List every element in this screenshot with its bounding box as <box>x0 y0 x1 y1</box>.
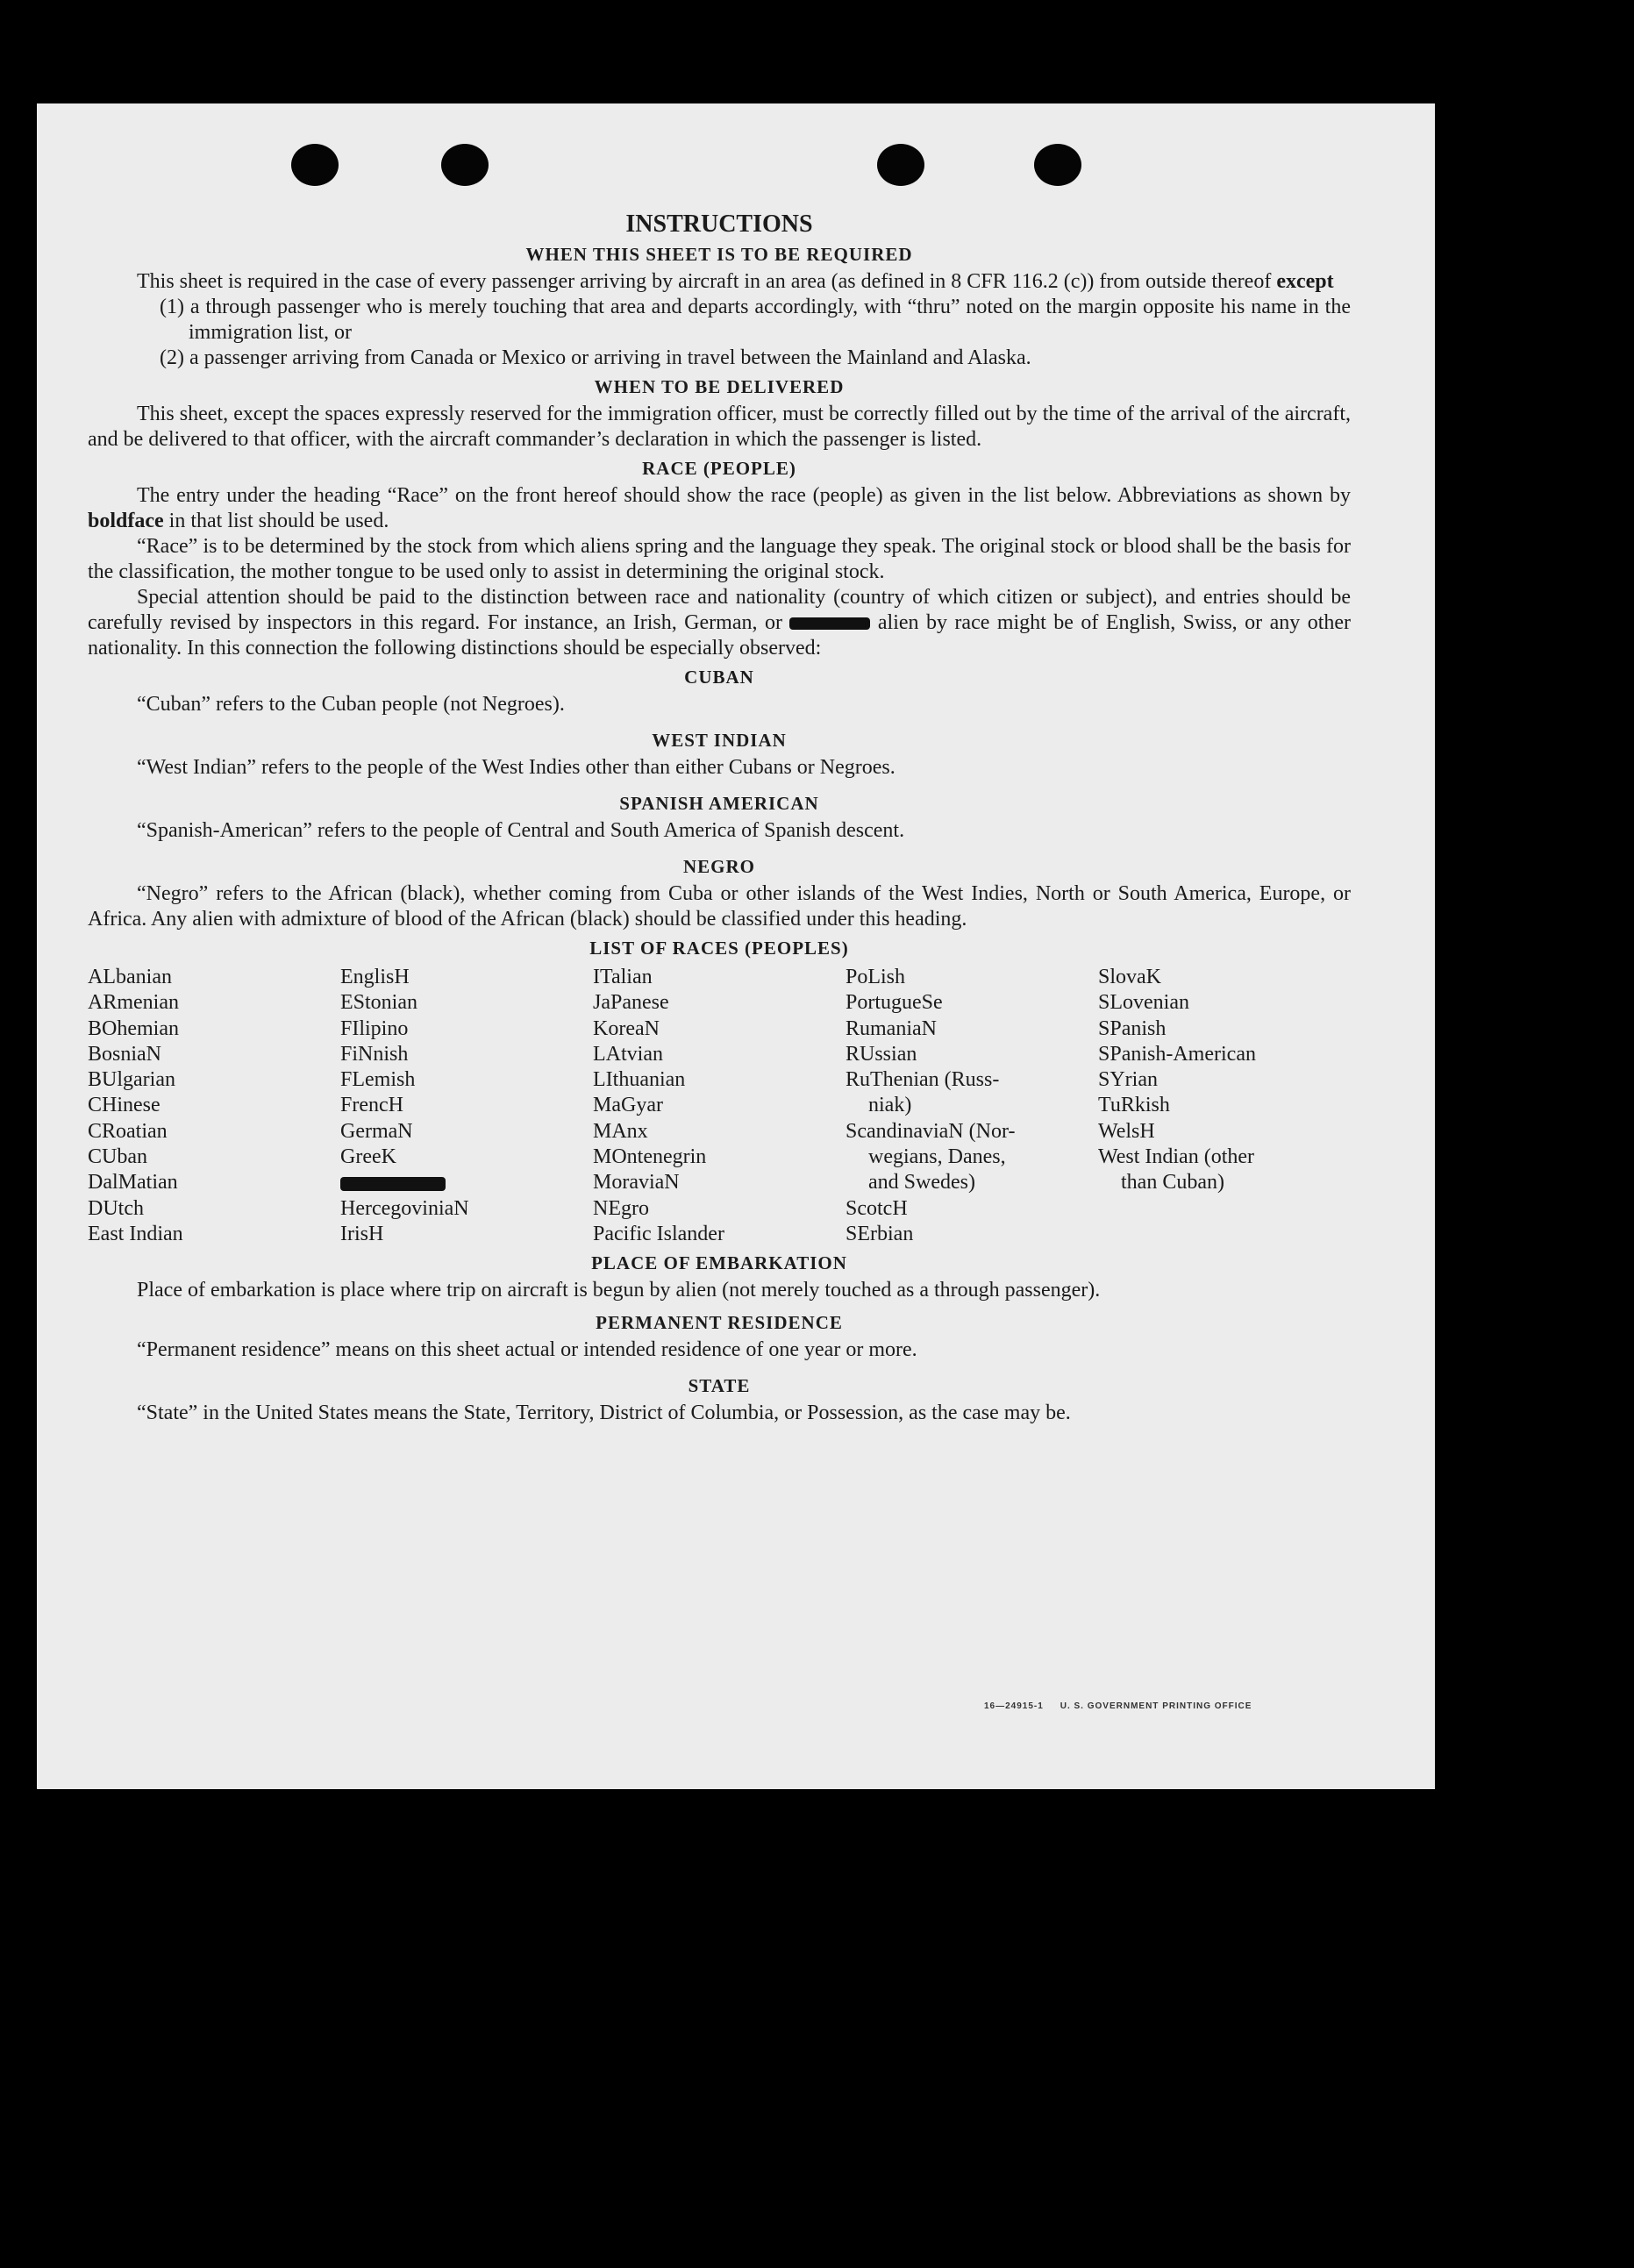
negro-text: “Negro” refers to the African (black), whether coming from Cuba or other islands of the West Indies, North or South America, Europe, or Africa. Any alien with admixture of blood of the African (black) should be classified under this heading. <box>88 882 1351 931</box>
race-item: SPanish-American <box>1098 1042 1256 1066</box>
race-item: FLemish <box>340 1068 416 1092</box>
race-item: RuThenian (Russ- <box>846 1068 1000 1092</box>
race-item: EnglisH <box>340 966 410 988</box>
punch-hole <box>441 144 489 186</box>
race-item: West Indian (other <box>1098 1145 1255 1169</box>
heading-cuban: CUBAN <box>684 667 754 688</box>
state-text: “State” in the United States means the State, Territory, District of Columbia, or Possession, as the case may be. <box>137 1401 1071 1425</box>
race-paragraph-2: “Race” is to be determined by the stock from which aliens spring and the language they speak. The original stock or blood shall be the basis for the classification, the mother tongue to be used only to assist in determining the original stock. <box>88 535 1351 583</box>
race-item: JaPanese <box>593 991 669 1015</box>
race-item: SErbian <box>846 1222 914 1245</box>
race-item: CUban <box>88 1145 147 1169</box>
race-item: SPanish <box>1098 1016 1167 1040</box>
redaction-mark <box>340 1177 446 1191</box>
printer-imprint <box>984 1701 1252 1711</box>
when-delivered-text: This sheet, except the spaces expressly reserved for the immigration officer, must be correctly filled out by the time of the arrival of the aircraft, and be delivered to that officer, with the aircraft commander’s declaration in which the passenger is listed. <box>88 403 1351 451</box>
race-item: FIlipino <box>340 1016 409 1040</box>
race-item: BOhemian <box>88 1016 179 1040</box>
heading-when-required: WHEN THIS SHEET IS TO BE REQUIRED <box>525 244 913 265</box>
heading-list-of-races: LIST OF RACES (PEOPLES) <box>589 938 849 959</box>
race-column-5 <box>1098 965 1351 1247</box>
race-item: DUtch <box>88 1196 144 1220</box>
instruction-sheet <box>37 103 1435 1789</box>
heading-spanish-american: SPANISH AMERICAN <box>619 793 819 814</box>
race-item: ScandinaviaN (Nor- <box>846 1119 1016 1143</box>
exception-2: (2) a passenger arriving from Canada or Mexico or arriving in travel between the Mainland and Alaska. <box>160 346 1031 369</box>
race-item: BUlgarian <box>88 1068 175 1092</box>
cuban-text: “Cuban” refers to the Cuban people (not Negroes). <box>137 693 565 716</box>
race-item-redacted <box>340 1170 593 1195</box>
page-title: INSTRUCTIONS <box>625 210 813 238</box>
race-item: KoreaN <box>593 1016 660 1040</box>
race-item: TuRkish <box>1098 1094 1170 1117</box>
sheet-content <box>88 210 1351 1426</box>
race-column-4 <box>846 965 1098 1247</box>
race-item: SlovaK <box>1098 966 1161 988</box>
punch-hole <box>291 144 339 186</box>
west-indian-text: “West Indian” refers to the people of the West Indies other than either Cubans or Negroes. <box>137 756 895 779</box>
race-item: FrencH <box>340 1094 403 1117</box>
race-item: GermaN <box>340 1119 413 1143</box>
race-column-3 <box>593 965 846 1247</box>
race-item: Pacific Islander <box>593 1222 724 1245</box>
race-item: LAtvian <box>593 1042 663 1066</box>
race-column-2 <box>340 965 593 1247</box>
race-paragraph-3: Special attention should be paid to the distinction between race and nationality (country of which citizen or subject), and entries should be carefully revised by inspectors in this regard. For instance, an Irish, German, or alien by race might be of English, Swiss, or any other nationality. In this connection the following distinctions should be especially observed: <box>88 586 1352 660</box>
heading-embarkation: PLACE OF EMBARKATION <box>591 1252 847 1274</box>
race-item: East Indian <box>88 1222 183 1245</box>
race-item: SYrian <box>1098 1068 1158 1092</box>
race-item: BosniaN <box>88 1042 161 1066</box>
race-list <box>88 965 1351 1247</box>
race-item: MAnx <box>593 1119 648 1143</box>
race-item: WelsH <box>1098 1119 1155 1143</box>
race-item: PortugueSe <box>846 991 943 1015</box>
race-item: GreeK <box>340 1145 396 1169</box>
punch-hole <box>877 144 924 186</box>
redaction-mark <box>789 617 870 630</box>
race-item: CHinese <box>88 1094 161 1117</box>
race-item: NEgro <box>593 1196 649 1220</box>
race-paragraph-1: The entry under the heading “Race” on the front hereof should show the race (people) as given in the list below. Abbreviations as shown by boldface in that list should be used. <box>88 484 1351 532</box>
race-item: ScotcH <box>846 1196 908 1220</box>
race-item: HercegoviniaN <box>340 1196 469 1220</box>
heading-west-indian: WEST INDIAN <box>652 730 787 751</box>
race-item: ALbanian <box>88 966 172 988</box>
race-item: MOntenegrin <box>593 1145 707 1169</box>
race-item: and Swedes) <box>868 1171 975 1195</box>
heading-residence: PERMANENT RESIDENCE <box>596 1312 843 1334</box>
race-item: LIthuanian <box>593 1068 686 1092</box>
race-item: niak) <box>868 1094 912 1117</box>
race-item: IrisH <box>340 1222 384 1245</box>
race-item: DalMatian <box>88 1171 178 1195</box>
race-item: FiNnish <box>340 1042 409 1066</box>
when-required-intro: This sheet is required in the case of every passenger arriving by aircraft in an area (as defined in 8 CFR 116.2 (c)) from outside thereof except <box>137 270 1334 293</box>
embarkation-text: Place of embarkation is place where trip on aircraft is begun by alien (not merely touched as a through passenger). <box>137 1279 1101 1302</box>
heading-state: STATE <box>688 1375 751 1397</box>
race-item: RUssian <box>846 1042 917 1066</box>
race-item: ITalian <box>593 966 653 988</box>
race-item: CRoatian <box>88 1119 168 1143</box>
race-item: than Cuban) <box>1121 1171 1224 1195</box>
spanish-american-text: “Spanish-American” refers to the people of Central and South America of Spanish descent. <box>137 819 905 842</box>
race-item: PoLish <box>846 966 906 988</box>
punch-hole <box>1034 144 1081 186</box>
race-item: MaGyar <box>593 1094 663 1117</box>
race-item: ARmenian <box>88 991 179 1015</box>
race-item: MoraviaN <box>593 1171 680 1195</box>
race-item: RumaniaN <box>846 1016 937 1040</box>
heading-negro: NEGRO <box>682 856 755 877</box>
exception-1: (1) a through passenger who is merely touching that area and departs accordingly, with “thru” noted on the margin opposite his name in the immigration list, or <box>160 296 1351 344</box>
heading-when-delivered: WHEN TO BE DELIVERED <box>594 376 845 397</box>
printer-name: U. S. GOVERNMENT PRINTING OFFICE <box>1060 1701 1252 1711</box>
form-number: 16—24915-1 <box>984 1701 1044 1711</box>
heading-race: RACE (PEOPLE) <box>642 458 796 479</box>
race-item: SLovenian <box>1098 991 1189 1015</box>
race-column-1 <box>88 965 340 1247</box>
residence-text: “Permanent residence” means on this sheet actual or intended residence of one year or more. <box>137 1338 917 1362</box>
race-item: wegians, Danes, <box>868 1145 1006 1169</box>
race-item: EStonian <box>340 991 417 1015</box>
